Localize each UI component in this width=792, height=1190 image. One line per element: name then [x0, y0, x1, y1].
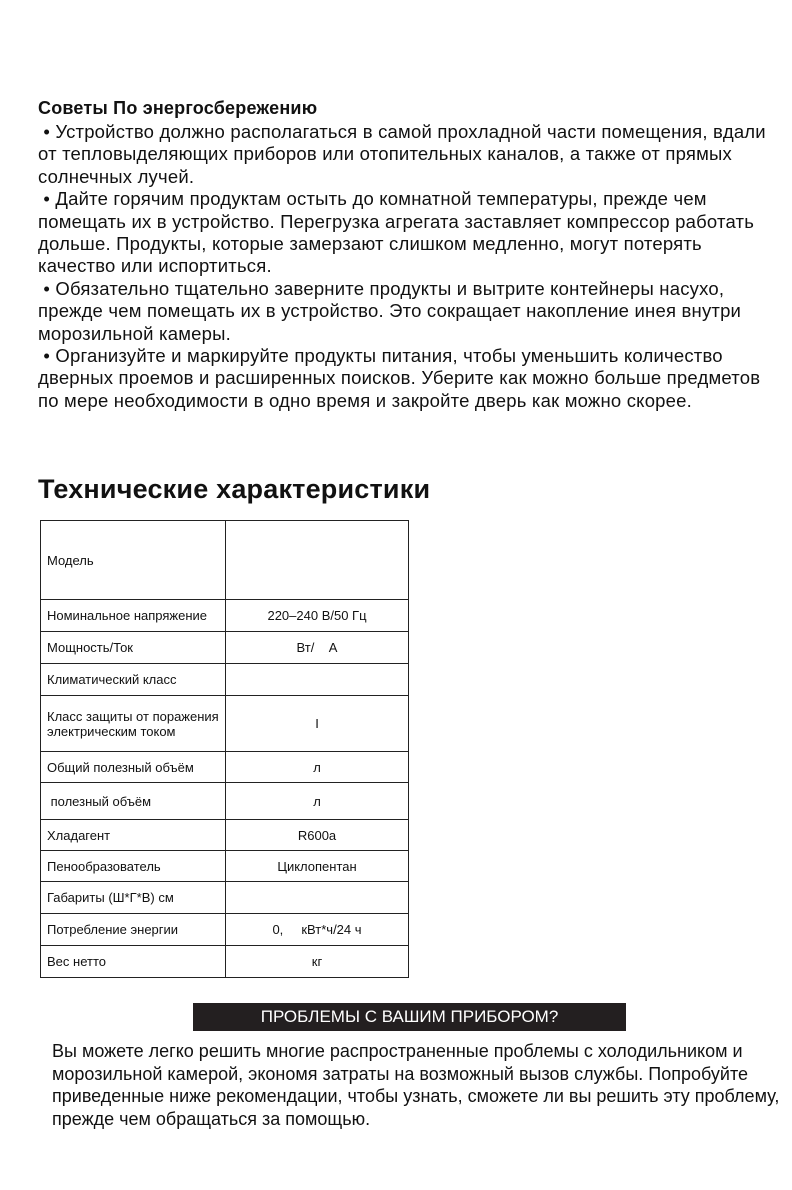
spec-row-foaming-agent [41, 851, 409, 882]
spec-value: 0, кВт*ч/24 ч [226, 914, 409, 946]
spec-value [226, 664, 409, 696]
troubleshooting-text: Вы можете легко решить многие распространенные проблемы с холодильником и морозильной камерой, экономя затраты на возможный вызов службы. Попробуйте приведенные ниже рекомендации, чтобы узнать, сможете ли вы решить эту проблему, прежде чем обращаться за помощью. [52, 1041, 780, 1129]
spec-label: Вес нетто [41, 946, 226, 978]
spec-label: полезный объём [41, 783, 226, 820]
spec-label: Номинальное напряжение [41, 600, 226, 632]
spec-row-model [41, 521, 409, 600]
troubleshooting-banner: ПРОБЛЕМЫ С ВАШИМ ПРИБОРОМ? [193, 1003, 626, 1031]
spec-value: Вт/ А [226, 632, 409, 664]
spec-label: Климатический класс [41, 664, 226, 696]
spec-value [226, 882, 409, 914]
spec-row-climate-class [41, 664, 409, 696]
energy-tip: • Организуйте и маркируйте продукты питания, чтобы уменьшить количество дверных проемов и расширенных поисков. Уберите как можно больше предметов по мере необходимости в одно время и закройте дверь как можно скорее. [38, 345, 768, 412]
spec-label: Модель [41, 521, 226, 600]
spec-row-protection-class [41, 696, 409, 752]
spec-label: Мощность/Ток [41, 632, 226, 664]
energy-tip: • Дайте горячим продуктам остыть до комнатной температуры, прежде чем помещать их в устройство. Перегрузка агрегата заставляет компрессор работать дольше. Продукты, которые замерзают слишком медленно, могут потерять качество или испортиться. [38, 188, 768, 278]
spec-row-refrigerant [41, 820, 409, 851]
spec-value: I [226, 696, 409, 752]
energy-tip: • Обязательно тщательно заверните продукты и вытрите контейнеры насухо, прежде чем помещать их в устройство. Это сокращает накопление инея внутри морозильной камеры. [38, 278, 768, 345]
spec-row-net-weight [41, 946, 409, 978]
energy-tips-heading: Советы По энергосбережению [38, 98, 318, 118]
spec-label: Пенообразователь [41, 851, 226, 882]
spec-label: Хладагент [41, 820, 226, 851]
spec-row-power [41, 632, 409, 664]
spec-value: л [226, 752, 409, 783]
specs-title: Технические характеристики [38, 474, 431, 504]
spec-row-energy-consumption [41, 914, 409, 946]
spec-row-voltage [41, 600, 409, 632]
spec-row-dimensions [41, 882, 409, 914]
spec-label: Потребление энергии [41, 914, 226, 946]
spec-value: кг [226, 946, 409, 978]
spec-label: Класс защиты от поражения электрическим током [41, 696, 226, 752]
spec-value: 220–240 В/50 Гц [226, 600, 409, 632]
energy-tip: • Устройство должно располагаться в самой прохладной части помещения, вдали от тепловыделяющих приборов или отопительных каналов, а также от прямых солнечных лучей. [38, 121, 768, 188]
spec-table [40, 520, 409, 978]
spec-label: Общий полезный объём [41, 752, 226, 783]
spec-value: л [226, 783, 409, 820]
spec-row-useful-volume [41, 783, 409, 820]
spec-value [226, 521, 409, 600]
spec-value: Циклопентан [226, 851, 409, 882]
spec-row-total-volume [41, 752, 409, 783]
energy-tips-list [38, 121, 768, 412]
spec-label: Габариты (Ш*Г*В) см [41, 882, 226, 914]
spec-value: R600a [226, 820, 409, 851]
